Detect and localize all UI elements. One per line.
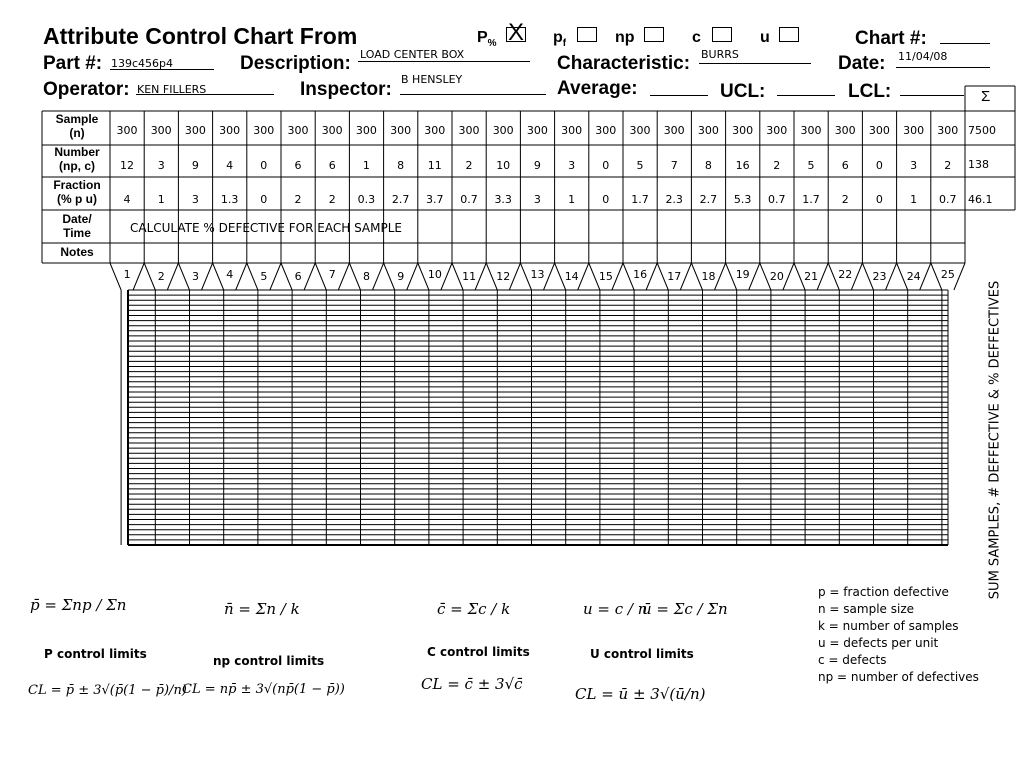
column-number: 6 [294, 270, 302, 283]
chart-type-pf: $p_f$ [553, 29, 567, 50]
column-number: 17 [667, 270, 682, 283]
number-value: 5 [636, 159, 644, 172]
number-value: 11 [427, 159, 442, 172]
sample-value: 300 [561, 124, 583, 137]
column-number: 20 [769, 270, 784, 283]
sample-value: 300 [492, 124, 514, 137]
number-value: 1 [362, 159, 370, 172]
fraction-value: 5.3 [733, 193, 752, 206]
fraction-value: 3 [533, 193, 541, 206]
row-label-notes: Notes [60, 245, 94, 259]
chart-type-c: c [692, 29, 701, 46]
formula-p-limits: CL = p̄ ± 3√(p̄(1 − p̄)/n) [28, 683, 187, 698]
average-label: Average: [557, 78, 638, 99]
column-number: 10 [427, 268, 442, 281]
u-control-limits-label: U control limits [590, 647, 694, 661]
fraction-value: 2.3 [665, 193, 683, 206]
number-value: 0 [260, 159, 268, 172]
legend-item: k = number of samples [818, 619, 959, 633]
legend-item: u = defects per unit [818, 636, 939, 650]
description-value: LOAD CENTER BOX [360, 48, 465, 61]
sample-value: 300 [116, 124, 138, 137]
date-label: Date: [838, 53, 886, 74]
sum-fraction: 46.1 [968, 193, 993, 206]
c-control-limits-label: C control limits [427, 645, 530, 659]
fraction-value: 0.7 [768, 193, 786, 206]
row-label-number: Number (np, c) [54, 145, 100, 173]
formula-n-bar: n̄ = Σn / k [224, 600, 300, 618]
legend-item: p = fraction defective [818, 585, 949, 599]
formula-c-limits: CL = c̄ ± 3√c̄ [421, 675, 523, 693]
row-label-fraction: Fraction (% p u) [53, 178, 101, 206]
lcl-label: LCL: [848, 81, 892, 102]
side-note: SUM SAMPLES, # DEFFECTIVE & % DEFFECTIVES [987, 280, 1003, 600]
number-value: 7 [670, 159, 678, 172]
fraction-value: 2 [294, 193, 302, 206]
fraction-value: 0 [260, 193, 268, 206]
fraction-value: 1 [157, 193, 165, 206]
operator-label: Operator: [43, 79, 130, 100]
number-value: 2 [773, 159, 781, 172]
sample-value: 300 [595, 124, 617, 137]
formula-c-bar: c̄ = Σc / k [437, 600, 511, 618]
characteristic-value: BURRS [701, 48, 739, 61]
column-number: 1 [123, 268, 131, 281]
column-number: 8 [363, 270, 370, 283]
fraction-value: 2.7 [699, 193, 718, 206]
number-value: 3 [157, 159, 165, 172]
column-number: 19 [735, 268, 750, 281]
number-value: 6 [328, 159, 336, 172]
fraction-value: 0 [875, 193, 883, 206]
ucl-label: UCL: [720, 81, 766, 102]
inspector-value: B HENSLEY [401, 73, 463, 86]
characteristic-label: Characteristic: [557, 53, 691, 74]
number-value: 3 [910, 159, 918, 172]
sample-value: 300 [219, 124, 241, 137]
sample-value: 300 [355, 124, 377, 137]
part-number-value: 139c456p4 [111, 57, 174, 70]
p-control-limits-label: P control limits [44, 647, 147, 661]
fraction-value: 2.7 [391, 193, 410, 206]
column-number: 5 [260, 270, 268, 283]
sample-value: 300 [903, 124, 925, 137]
number-value: 9 [191, 159, 199, 172]
sample-value: 300 [150, 124, 172, 137]
formula-p-bar: p̄ = Σnp / Σn [30, 596, 127, 614]
column-number: 22 [838, 268, 853, 281]
fraction-value: 4 [123, 193, 131, 206]
sample-value: 300 [458, 124, 480, 137]
sample-value: 300 [800, 124, 822, 137]
column-number: 25 [940, 268, 955, 281]
formula-u-bar: ū = Σc / Σn [642, 600, 728, 618]
inspector-label: Inspector: [300, 79, 392, 100]
column-number: 24 [906, 270, 921, 283]
sample-value: 300 [766, 124, 788, 137]
legend-item: n = sample size [818, 602, 914, 616]
chart-type-p-percent: $P_{\%}$ [477, 29, 497, 50]
column-number: 9 [397, 270, 405, 283]
date-value: 11/04/08 [898, 50, 948, 63]
fraction-value: 1.7 [802, 193, 820, 206]
date-row-note: CALCULATE % DEFECTIVE FOR EACH SAMPLE [130, 221, 402, 235]
sample-value: 300 [663, 124, 685, 137]
row-label-sample: Sample (n) [55, 112, 99, 140]
chart-number-label: Chart #: [855, 28, 927, 49]
fraction-value: 2 [328, 193, 336, 206]
number-value: 8 [704, 159, 712, 172]
column-number: 3 [192, 270, 199, 283]
sample-value: 300 [834, 124, 856, 137]
chart-title: Attribute Control Chart From [43, 23, 358, 49]
column-number: 18 [701, 270, 716, 283]
column-number: 23 [872, 270, 887, 283]
sample-value: 300 [390, 124, 412, 137]
x-mark-icon: X [508, 19, 525, 46]
sample-value: 300 [937, 124, 959, 137]
fraction-value: 0.7 [939, 193, 957, 206]
number-value: 10 [496, 159, 511, 172]
fraction-value: 1 [568, 193, 576, 206]
sample-value: 300 [287, 124, 309, 137]
number-value: 12 [120, 159, 134, 172]
part-number-label: Part #: [43, 53, 103, 74]
column-number: 14 [564, 270, 579, 283]
fraction-value: 3.7 [426, 193, 444, 206]
number-value: 0 [602, 159, 610, 172]
formula-np-limits: CL = np̄ ± 3√(np̄(1 − p̄)) [182, 682, 345, 697]
number-value: 3 [568, 159, 576, 172]
fraction-value: 1 [910, 193, 918, 206]
number-value: 16 [735, 159, 750, 172]
formula-u: u = c / n [583, 600, 648, 618]
sample-value: 300 [253, 124, 275, 137]
number-value: 6 [841, 159, 849, 172]
number-value: 8 [397, 159, 405, 172]
number-value: 2 [944, 159, 952, 172]
sample-value: 300 [697, 124, 719, 137]
sum-number: 138 [968, 158, 989, 171]
fraction-value: 0.3 [357, 193, 376, 206]
number-value: 4 [226, 159, 234, 172]
column-number: 7 [328, 268, 336, 281]
fraction-value: 1.7 [631, 193, 649, 206]
column-number: 21 [804, 270, 819, 283]
number-value: 6 [294, 159, 302, 172]
sum-symbol: Σ [981, 88, 991, 105]
fraction-value: 2 [841, 193, 849, 206]
column-number: 13 [530, 268, 545, 281]
sample-value: 300 [629, 124, 651, 137]
chart-type-u: u [760, 29, 770, 46]
sample-value: 300 [321, 124, 343, 137]
description-label: Description: [240, 53, 351, 74]
fraction-value: 0.7 [460, 193, 478, 206]
fraction-value: 1.3 [220, 193, 239, 206]
row-label-date-time: Date/ Time [62, 212, 92, 240]
legend-item: np = number of defectives [818, 670, 979, 684]
legend-item: c = defects [818, 653, 887, 667]
column-number: 16 [633, 268, 648, 281]
sample-value: 300 [868, 124, 890, 137]
column-number: 11 [462, 270, 477, 283]
sample-value: 300 [732, 124, 754, 137]
fraction-value: 0 [602, 193, 610, 206]
column-number: 15 [598, 270, 613, 283]
column-number: 12 [496, 270, 511, 283]
chart-type-np: np [615, 29, 635, 46]
np-control-limits-label: np control limits [213, 654, 325, 668]
number-value: 0 [875, 159, 883, 172]
sample-value: 300 [424, 124, 446, 137]
column-number: 4 [226, 268, 234, 281]
sum-sample: 7500 [968, 124, 996, 137]
fraction-value: 3 [191, 193, 199, 206]
legend [818, 584, 979, 686]
sample-value: 300 [526, 124, 548, 137]
number-value: 2 [465, 159, 473, 172]
number-value: 9 [533, 159, 541, 172]
number-value: 5 [807, 159, 815, 172]
fraction-value: 3.3 [494, 193, 512, 206]
column-number: 2 [157, 270, 165, 283]
formula-u-limits: CL = ū ± 3√(ū/n) [575, 685, 706, 703]
operator-value: KEN FILLERS [137, 83, 207, 96]
sample-value: 300 [184, 124, 206, 137]
